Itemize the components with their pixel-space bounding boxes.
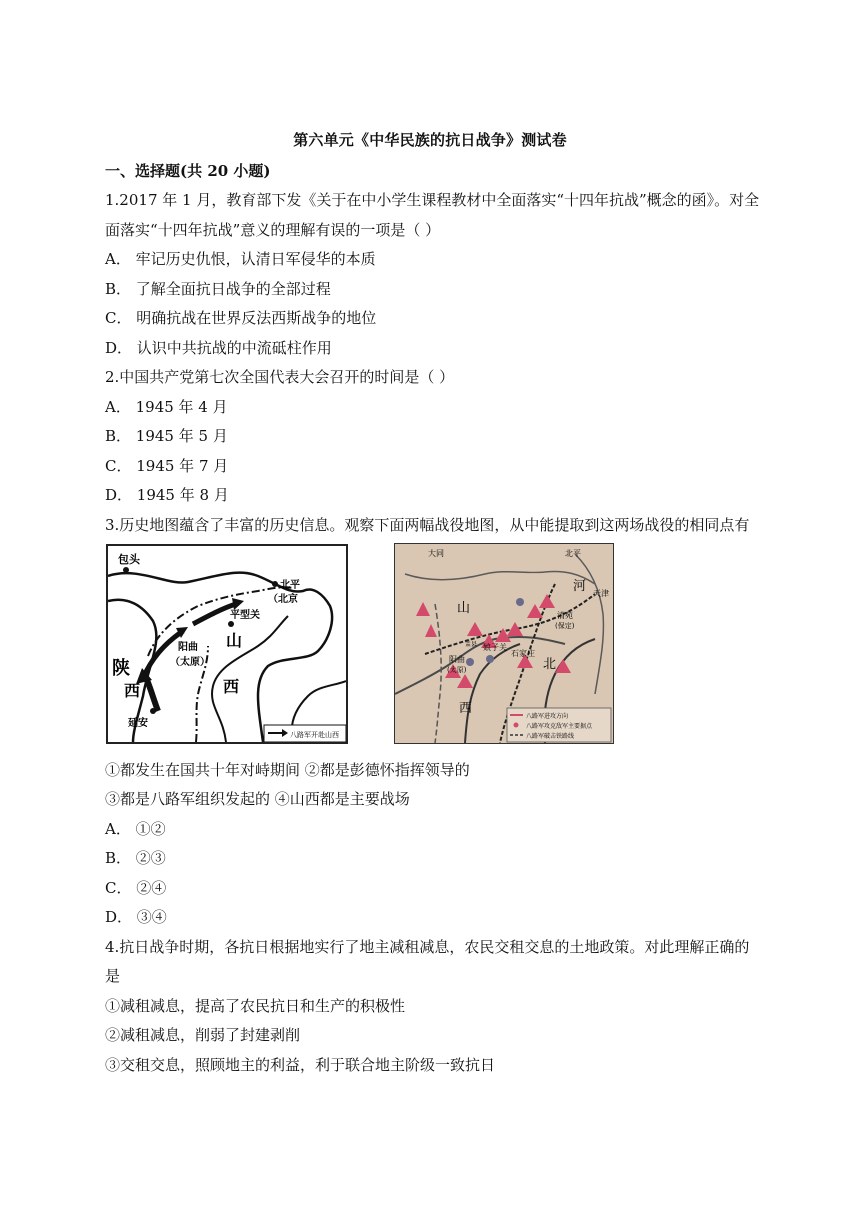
question-2-option-b: B． 1945 年 5 月: [105, 427, 228, 445]
question-3-stem: 3.历史地图蕴含了丰富的历史信息。观察下面两幅战役地图，从中能提取到这两场战役的相同点有: [105, 516, 750, 534]
map2-label-xi: 西: [459, 701, 473, 716]
question-3-statement-1: ①都发生在国共十年对峙期间 ②都是彭德怀指挥领导的: [105, 761, 470, 779]
map2-label-qingyuan: 清苑: [557, 611, 573, 620]
question-1-option-a: A． 牢记历史仇恨，认清日军侵华的本质: [105, 250, 376, 268]
map2-label-he: 河: [573, 579, 587, 594]
map1-label-taiyuan: （太原）: [170, 657, 210, 668]
map1-label-yanan: 延安: [128, 718, 148, 729]
question-3-option-d: D． ③④: [105, 908, 167, 926]
map2-label-shan: 山: [457, 601, 471, 616]
question-2-option-d: D． 1945 年 8 月: [105, 486, 229, 504]
map2-label-taiyuan: (太原): [447, 666, 467, 674]
map1-label-xi-shanxi: 西: [223, 677, 240, 696]
map1-label-yangqu: 阳曲: [178, 642, 198, 653]
map2-label-yangqu: 阳曲: [449, 655, 465, 664]
map1-label-baotou: 包头: [118, 553, 140, 566]
map2-label-baoding: (保定): [555, 622, 575, 630]
map2-legend-railway: 八路军破击铁路线: [526, 733, 575, 740]
map1-legend: 八路军开赴山西: [290, 731, 339, 739]
question-4-stem-line-1: 4.抗日战争时期，各抗日根据地实行了地主减租减息，农民交租交息的土地政策。对此理解正确的: [105, 938, 750, 956]
map2-label-beiping: 北平: [565, 549, 581, 558]
map1-label-shan: 山: [226, 631, 243, 650]
question-4-statement-3: ③交租交息，照顾地主的利益，利于联合地主阶级一致抗日: [105, 1056, 496, 1074]
pingxingguan-battle-map: [106, 544, 348, 744]
question-3-option-c: C． ②④: [105, 879, 167, 897]
map1-label-beijing: （北京: [268, 594, 298, 605]
section-heading: 一、选择题(共 20 小题): [105, 162, 271, 180]
question-1-stem-line-1: 1.2017 年 1 月，教育部下发《关于在中小学生课程教材中全面落实“十四年抗战”概念的函》。对全: [105, 191, 760, 209]
map2-legend-attack: 八路军进攻方向: [526, 713, 569, 720]
question-1-option-d: D． 认识中共抗战的中流砥柱作用: [105, 339, 332, 357]
map1-label-shaan: 陕: [112, 658, 130, 679]
question-1-option-c: C． 明确抗战在世界反法西斯战争的地位: [105, 309, 377, 327]
map2-label-datong: 大同: [428, 549, 444, 558]
question-4-statement-2: ②减租减息，削弱了封建剥削: [105, 1026, 301, 1044]
map2-legend-captured: 八路军攻克敌军主要据点: [526, 723, 593, 730]
question-3-option-a: A． ①②: [105, 820, 166, 838]
question-2-option-c: C． 1945 年 7 月: [105, 457, 229, 475]
map1-label-pingxingguan: 平型关: [230, 610, 260, 621]
map2-label-bei: 北: [543, 657, 557, 672]
map1-label-xi-shaanxi: 西: [124, 681, 141, 700]
question-2-option-a: A． 1945 年 4 月: [105, 398, 228, 416]
map1-label-beiping: 北平: [280, 580, 300, 591]
question-1-stem-line-2: 面落实“十四年抗战”意义的理解有误的一项是（ ）: [105, 221, 441, 239]
pingxingguan-map-graphic: [108, 546, 346, 742]
hundred-regiments-map-graphic: [395, 544, 613, 743]
map2-label-tianjin: 天津: [593, 589, 609, 598]
map2-label-yu: 盂县: [465, 641, 478, 648]
question-3-option-b: B． ②③: [105, 849, 166, 867]
page-title: 第六单元《中华民族的抗日战争》测试卷: [293, 131, 567, 149]
hundred-regiments-battle-map: [394, 543, 614, 744]
question-4-statement-1: ①减租减息，提高了农民抗日和生产的积极性: [105, 997, 406, 1015]
map2-label-niangziguan: 娘子关: [483, 643, 507, 652]
question-2-stem: 2.中国共产党第七次全国代表大会召开的时间是（ ）: [105, 368, 455, 386]
map2-label-shijiazhuang: 石家庄: [511, 649, 535, 658]
question-3-statement-2: ③都是八路军组织发起的 ④山西都是主要战场: [105, 790, 410, 808]
question-4-stem-line-2: 是: [105, 967, 121, 985]
question-1-option-b: B． 了解全面抗日战争的全部过程: [105, 280, 331, 298]
